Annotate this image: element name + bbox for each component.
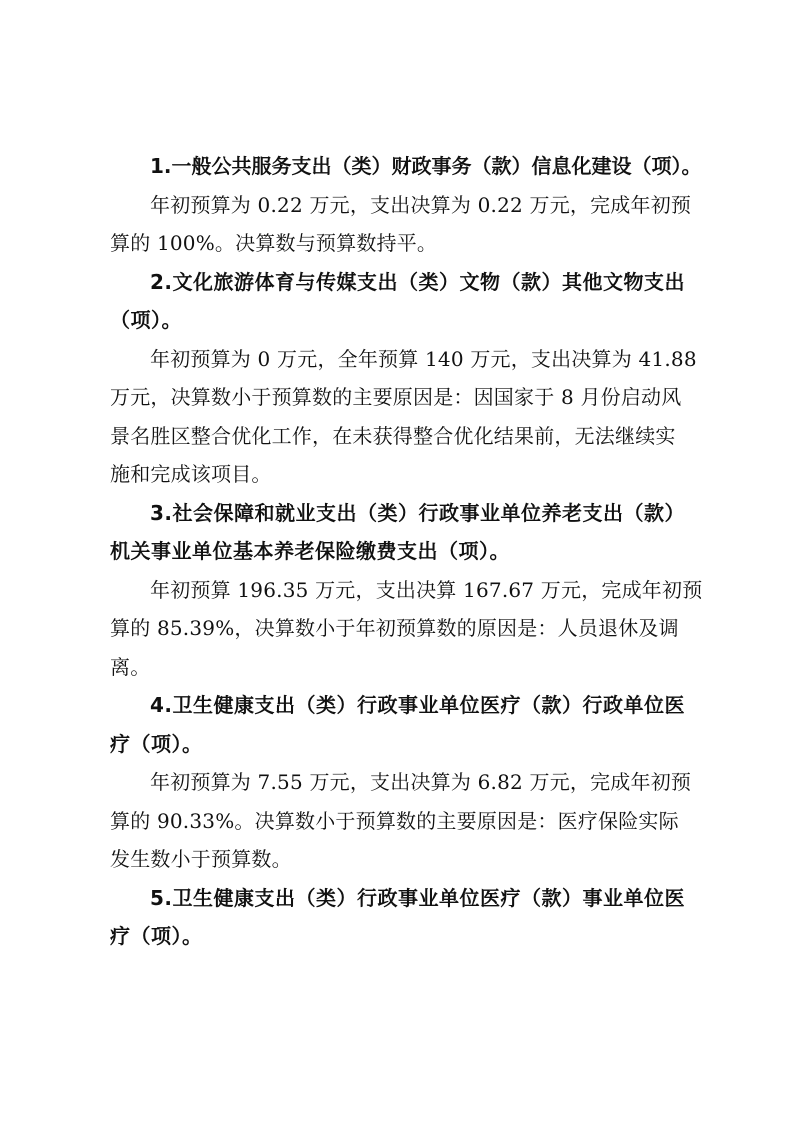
document-body — [110, 147, 703, 956]
section-5-heading-line-1: 5.卫生健康支出（类）行政事业单位医疗（款）事业单位医 — [150, 885, 686, 910]
section-4-body-line-1: 年初预算为 7.55 万元，支出决算为 6.82 万元，完成年初预 — [150, 770, 692, 794]
section-2-heading-line-1: 2.文化旅游体育与传媒支出（类）文物（款）其他文物支出 — [150, 269, 686, 294]
section-2-heading-line-2: （项）。 — [110, 308, 182, 332]
section-2-body-line-1: 年初预算为 0 万元，全年预算 140 万元，支出决算为 41.88 — [150, 346, 697, 371]
section-3-heading-line-1: 3.社会保障和就业支出（类）行政事业单位养老支出（款） — [150, 500, 686, 525]
section-2-body-line-3: 景名胜区整合优化工作，在未获得整合优化结果前，无法继续实 — [110, 423, 676, 448]
section-3 — [110, 494, 703, 687]
section-3-body-line-2: 算的 85.39%，决算数小于年初预算数的原因是：人员退休及调 — [110, 616, 679, 640]
section-5 — [110, 879, 692, 956]
section-4-heading-line-2: 疗（项）。 — [110, 731, 203, 756]
section-2-body-line-2: 万元，决算数小于预算数的主要原因是：因国家于 8 月份启动风 — [110, 385, 682, 409]
section-4 — [110, 686, 692, 879]
section-1-body-line-1: 年初预算为 0.22 万元，支出决算为 0.22 万元，完成年初预 — [150, 192, 692, 217]
section-3-heading-line-2: 机关事业单位基本养老保险缴费支出（项）。 — [110, 539, 510, 563]
section-1 — [110, 147, 702, 263]
section-2-body-line-4: 施和完成该项目。 — [110, 462, 272, 486]
section-3-body-line-1: 年初预算 196.35 万元，支出决算 167.67 万元，完成年初预 — [150, 577, 703, 602]
section-1-body-line-2: 算的 100%。决算数与预算数持平。 — [110, 231, 438, 255]
section-1-heading-line-1: 1.一般公共服务支出（类）财政事务（款）信息化建设（项）。 — [150, 154, 702, 178]
section-3-body-line-3: 离。 — [110, 654, 151, 679]
section-4-body-line-2: 算的 90.33%。决算数小于预算数的主要原因是：医疗保险实际 — [110, 808, 679, 833]
section-5-heading-line-2: 疗（项）。 — [110, 924, 203, 948]
section-2 — [110, 263, 697, 494]
section-4-body-line-3: 发生数小于预算数。 — [110, 847, 292, 871]
section-4-heading-line-1: 4.卫生健康支出（类）行政事业单位医疗（款）行政单位医 — [150, 693, 686, 717]
